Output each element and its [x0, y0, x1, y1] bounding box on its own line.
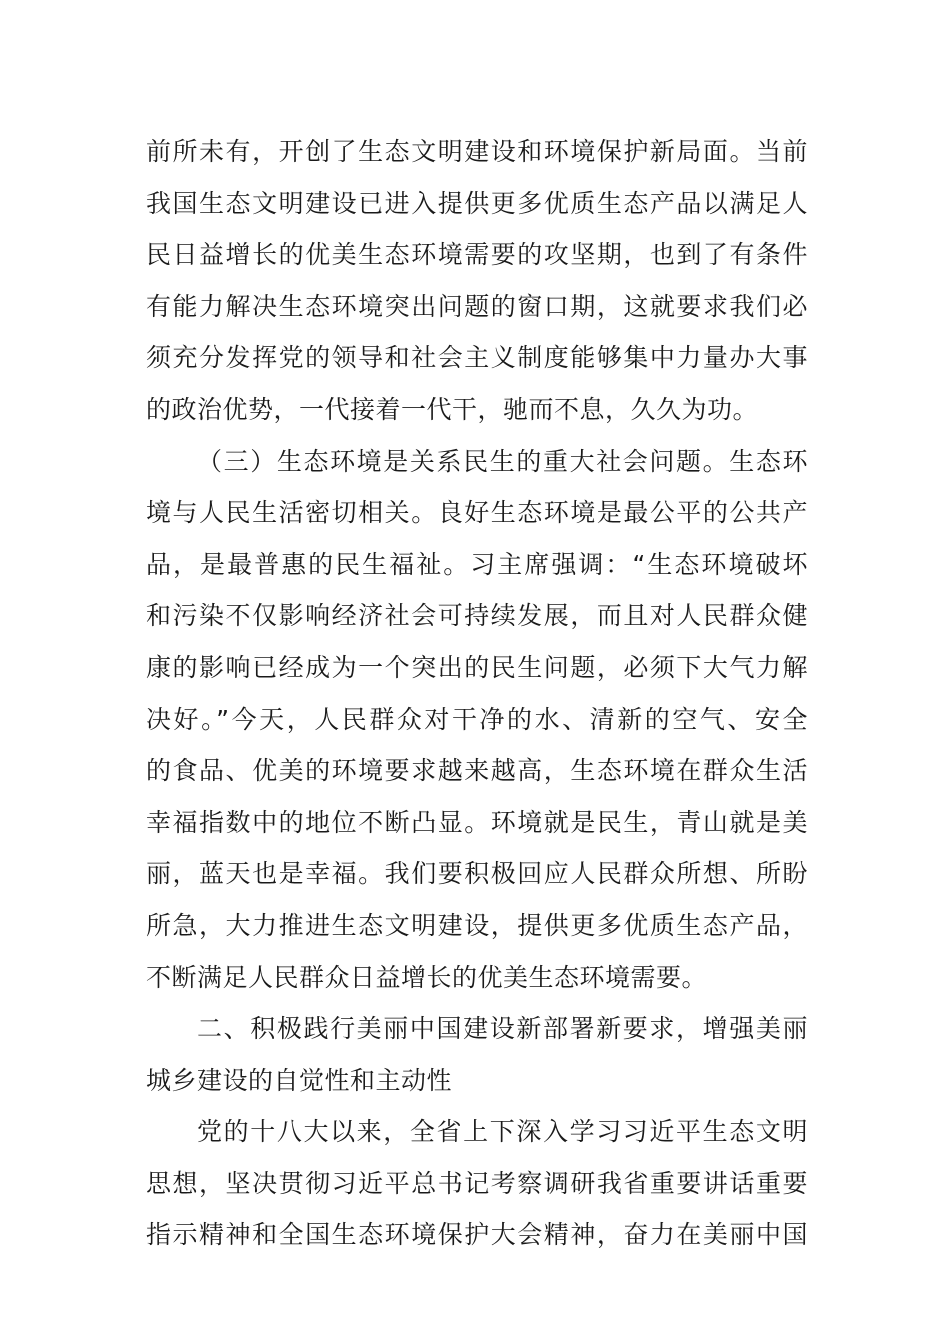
text-line: （三）生态环境是关系民生的重大社会问题。生态环	[197, 446, 808, 476]
section-heading	[146, 1003, 808, 1106]
paragraph	[146, 436, 808, 1004]
text-line: 有能力解决生态环境突出问题的窗口期，这就要求我们必	[146, 291, 808, 321]
paragraph	[146, 1106, 808, 1261]
text-line: 须充分发挥党的领导和社会主义制度能够集中力量办大事	[146, 343, 808, 373]
text-line: 幸福指数中的地位不断凸显。环境就是民生，青山就是美	[146, 807, 808, 837]
text-line: 不断满足人民群众日益增长的优美生态环境需要。	[146, 962, 708, 992]
text-line: 所急，大力推进生态文明建设，提供更多优质生态产品，	[146, 910, 808, 940]
text-line: 康的影响已经成为一个突出的民生问题，必须下大气力解	[146, 652, 808, 682]
text-line: 决好。”今天，人民群众对干净的水、清新的空气、安全	[146, 704, 808, 734]
text-line: 前所未有，开创了生态文明建设和环境保护新局面。当前	[146, 137, 808, 166]
text-line: 党的十八大以来，全省上下深入学习习近平生态文明	[197, 1117, 808, 1147]
document-body	[146, 126, 808, 1261]
text-line: 的食品、优美的环境要求越来越高，生态环境在群众生活	[146, 756, 808, 786]
text-line: 境与人民生活密切相关。良好生态环境是最公平的公共产	[146, 498, 808, 528]
text-line: 民日益增长的优美生态环境需要的攻坚期，也到了有条件	[146, 240, 808, 270]
text-line: 城乡建设的自觉性和主动性	[146, 1065, 453, 1095]
paragraph	[146, 126, 808, 436]
text-line: 指示精神和全国生态环境保护大会精神，奋力在美丽中国	[146, 1220, 808, 1250]
text-line: 丽，蓝天也是幸福。我们要积极回应人民群众所想、所盼	[146, 859, 808, 889]
text-line: 的政治优势，一代接着一代干，驰而不息，久久为功。	[146, 394, 759, 424]
text-line: 二、积极践行美丽中国建设新部署新要求，增强美丽	[197, 1014, 808, 1044]
text-line: 思想，坚决贯彻习近平总书记考察调研我省重要讲话重要	[146, 1168, 808, 1198]
text-line: 我国生态文明建设已进入提供更多优质生态产品以满足人	[146, 188, 808, 218]
text-line: 和污染不仅影响经济社会可持续发展，而且对人民群众健	[146, 601, 808, 631]
text-line: 品，是最普惠的民生福祉。习主席强调：“生态环境破坏	[146, 549, 808, 579]
